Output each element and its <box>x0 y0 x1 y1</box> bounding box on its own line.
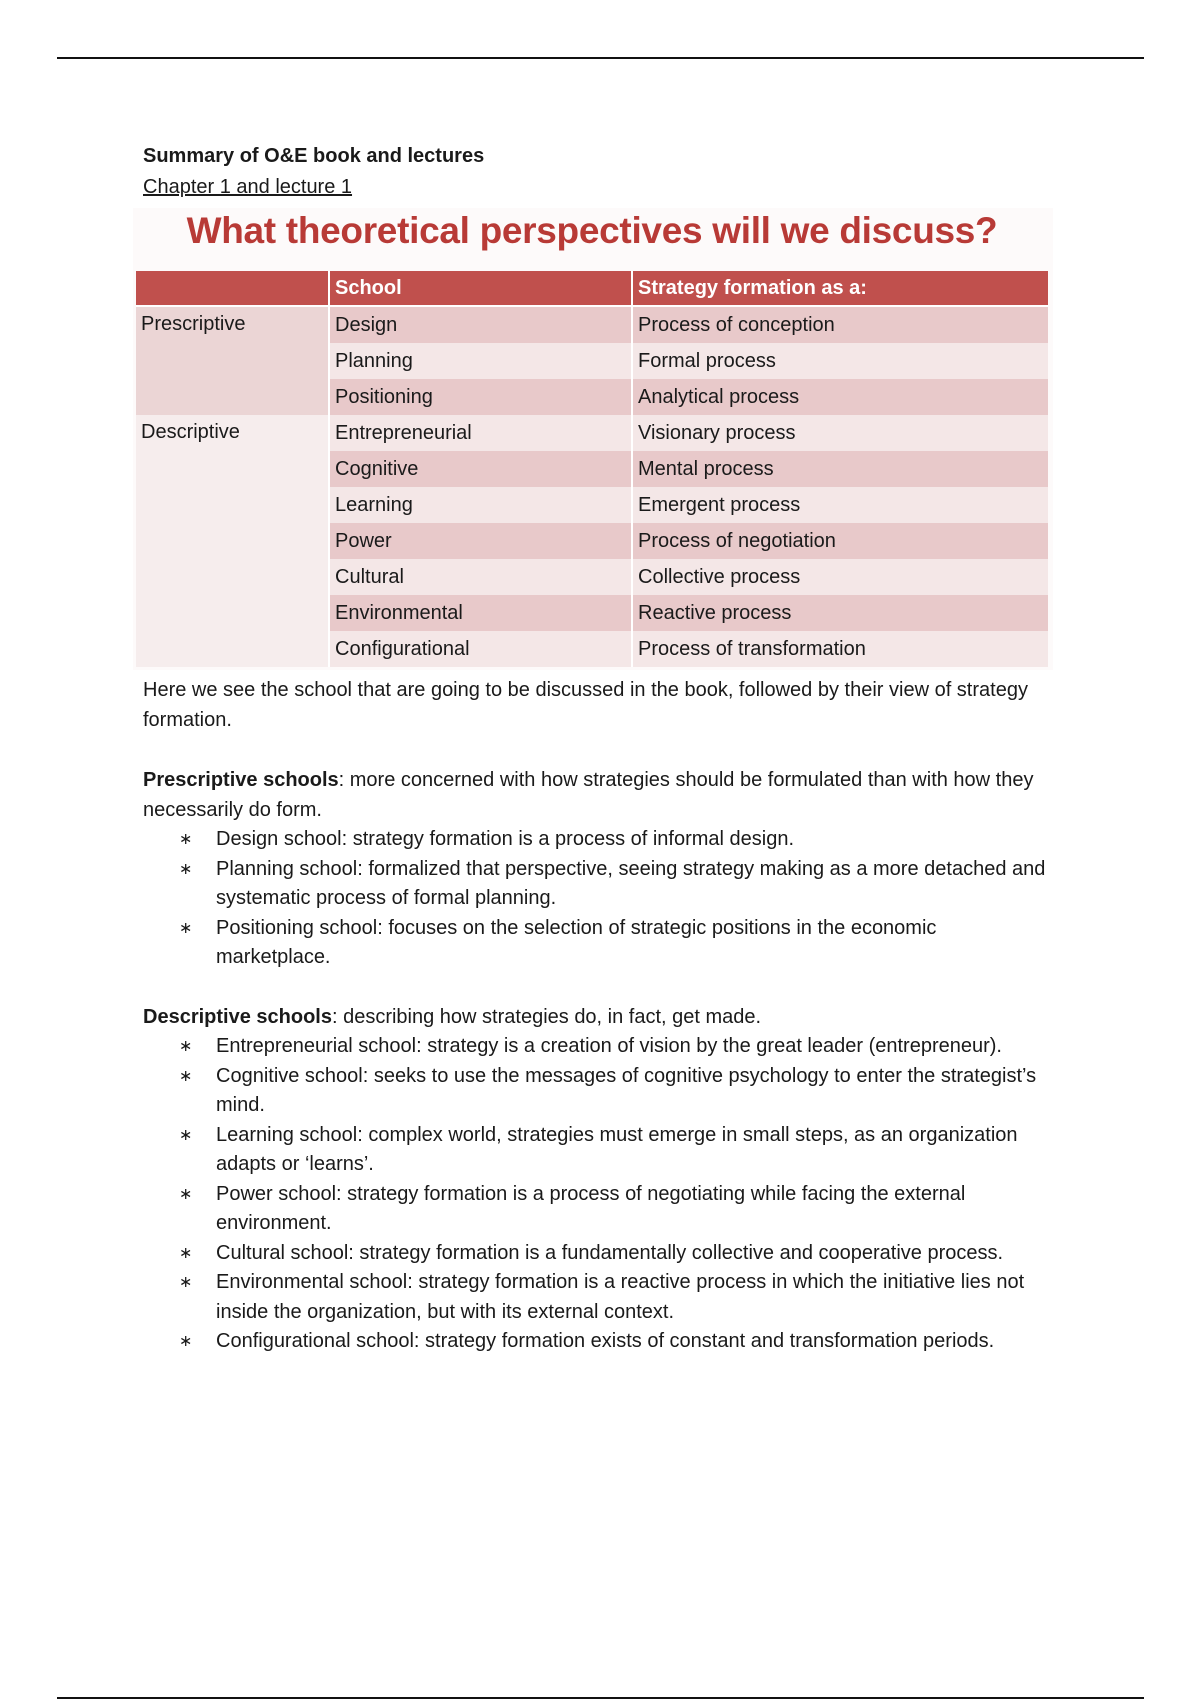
formation-cell: Analytical process <box>632 379 1048 415</box>
descriptive-text: : describing how strategies do, in fact, get made. <box>331 1005 762 1028</box>
header-cell: School <box>329 271 632 306</box>
group-cell: Descriptive <box>136 415 329 667</box>
list-item-text: Environmental school: strategy formation is a reactive process in which the initiative lies not inside the organization, but with its external context. <box>216 1271 1025 1323</box>
list-item-text: Planning school: formalized that perspective, seeing strategy making as a more detached and systematic process of formal planning. <box>216 857 1046 909</box>
list-item-text: Positioning school: focuses on the selection of strategic positions in the economic marketplace. <box>216 916 937 968</box>
list-item <box>143 1062 1053 1121</box>
formation-cell: Reactive process <box>632 595 1048 631</box>
list-item <box>143 1268 1053 1327</box>
list-item-text: Entrepreneurial school: strategy is a creation of vision by the great leader (entrepreneur). <box>216 1035 1002 1057</box>
school-cell: Planning <box>329 343 632 379</box>
formation-cell: Emergent process <box>632 487 1048 523</box>
formation-cell: Collective process <box>632 559 1048 595</box>
intro-paragraph: Here we see the school that are going to be discussed in the book, followed by their view of strategy formation. <box>143 679 1028 731</box>
prescriptive-list <box>143 825 1053 973</box>
descriptive-list <box>143 1032 1053 1357</box>
document-body <box>143 676 1053 1387</box>
bullet-star-icon: ∗ <box>179 1333 193 1350</box>
descriptive-label: Descriptive schools <box>143 1005 332 1028</box>
descriptive-paragraph <box>143 1003 1053 1033</box>
footer-rule <box>57 1697 1144 1699</box>
schools-table <box>136 271 1048 667</box>
list-item <box>143 855 1053 914</box>
bullet-star-icon: ∗ <box>179 1185 193 1203</box>
formation-cell: Mental process <box>632 451 1048 487</box>
prescriptive-paragraph <box>143 766 1053 825</box>
school-cell: Power <box>329 523 632 559</box>
list-item-text: Configurational school: strategy formation exists of constant and transformation periods. <box>216 1330 995 1352</box>
formation-cell: Process of transformation <box>632 631 1048 667</box>
formation-cell: Formal process <box>632 343 1048 379</box>
chapter-subtitle: Chapter 1 and lecture 1 <box>143 176 353 198</box>
bullet-star-icon: ∗ <box>179 860 193 878</box>
list-item <box>143 825 1053 855</box>
school-cell: Environmental <box>329 595 632 631</box>
table-row <box>136 415 1048 451</box>
list-item <box>143 1032 1053 1062</box>
list-item <box>143 1239 1053 1269</box>
header-cell: Strategy formation as a: <box>632 271 1048 306</box>
school-cell: Entrepreneurial <box>329 415 632 451</box>
table-header-row <box>136 271 1048 306</box>
header-cell <box>136 271 329 306</box>
bullet-star-icon: ∗ <box>179 831 193 848</box>
formation-cell: Visionary process <box>632 415 1048 451</box>
list-item <box>143 1121 1053 1180</box>
school-cell: Positioning <box>329 379 632 415</box>
school-cell: Cognitive <box>329 451 632 487</box>
list-item-text: Learning school: complex world, strategies must emerge in small steps, as an organization adapts or ‘learns’. <box>216 1123 1018 1175</box>
header-rule <box>57 57 1144 59</box>
bullet-star-icon: ∗ <box>179 1038 193 1055</box>
group-cell: Prescriptive <box>136 306 329 415</box>
bullet-star-icon: ∗ <box>179 1067 193 1085</box>
list-item-text: Cultural school: strategy formation is a fundamentally collective and cooperative process. <box>216 1241 1004 1264</box>
list-item <box>143 1327 1053 1357</box>
list-item-text: Power school: strategy formation is a process of negotiating while facing the external environment. <box>216 1182 966 1234</box>
prescriptive-label: Prescriptive schools <box>143 769 339 791</box>
list-item <box>143 914 1053 973</box>
school-cell: Design <box>329 306 632 343</box>
bullet-star-icon: ∗ <box>179 919 193 937</box>
slide-heading: What theoretical perspectives will we discuss? <box>186 210 998 251</box>
bullet-star-icon: ∗ <box>179 1274 193 1291</box>
document-title: Summary of O&E book and lectures <box>143 145 485 167</box>
prescriptive-text: : more concerned with how strategies should be formulated than with how they necessarily do form. <box>143 769 1034 821</box>
school-cell: Learning <box>329 487 632 523</box>
list-item <box>143 1180 1053 1239</box>
bullet-star-icon: ∗ <box>179 1126 193 1144</box>
school-cell: Cultural <box>329 559 632 595</box>
formation-cell: Process of negotiation <box>632 523 1048 559</box>
table-row <box>136 306 1048 343</box>
list-item-text: Design school: strategy formation is a process of informal design. <box>216 828 795 850</box>
school-cell: Configurational <box>329 631 632 667</box>
formation-cell: Process of conception <box>632 306 1048 343</box>
list-item-text: Cognitive school: seeks to use the messages of cognitive psychology to enter the strategist’s mind. <box>216 1064 1037 1116</box>
bullet-star-icon: ∗ <box>179 1244 193 1262</box>
